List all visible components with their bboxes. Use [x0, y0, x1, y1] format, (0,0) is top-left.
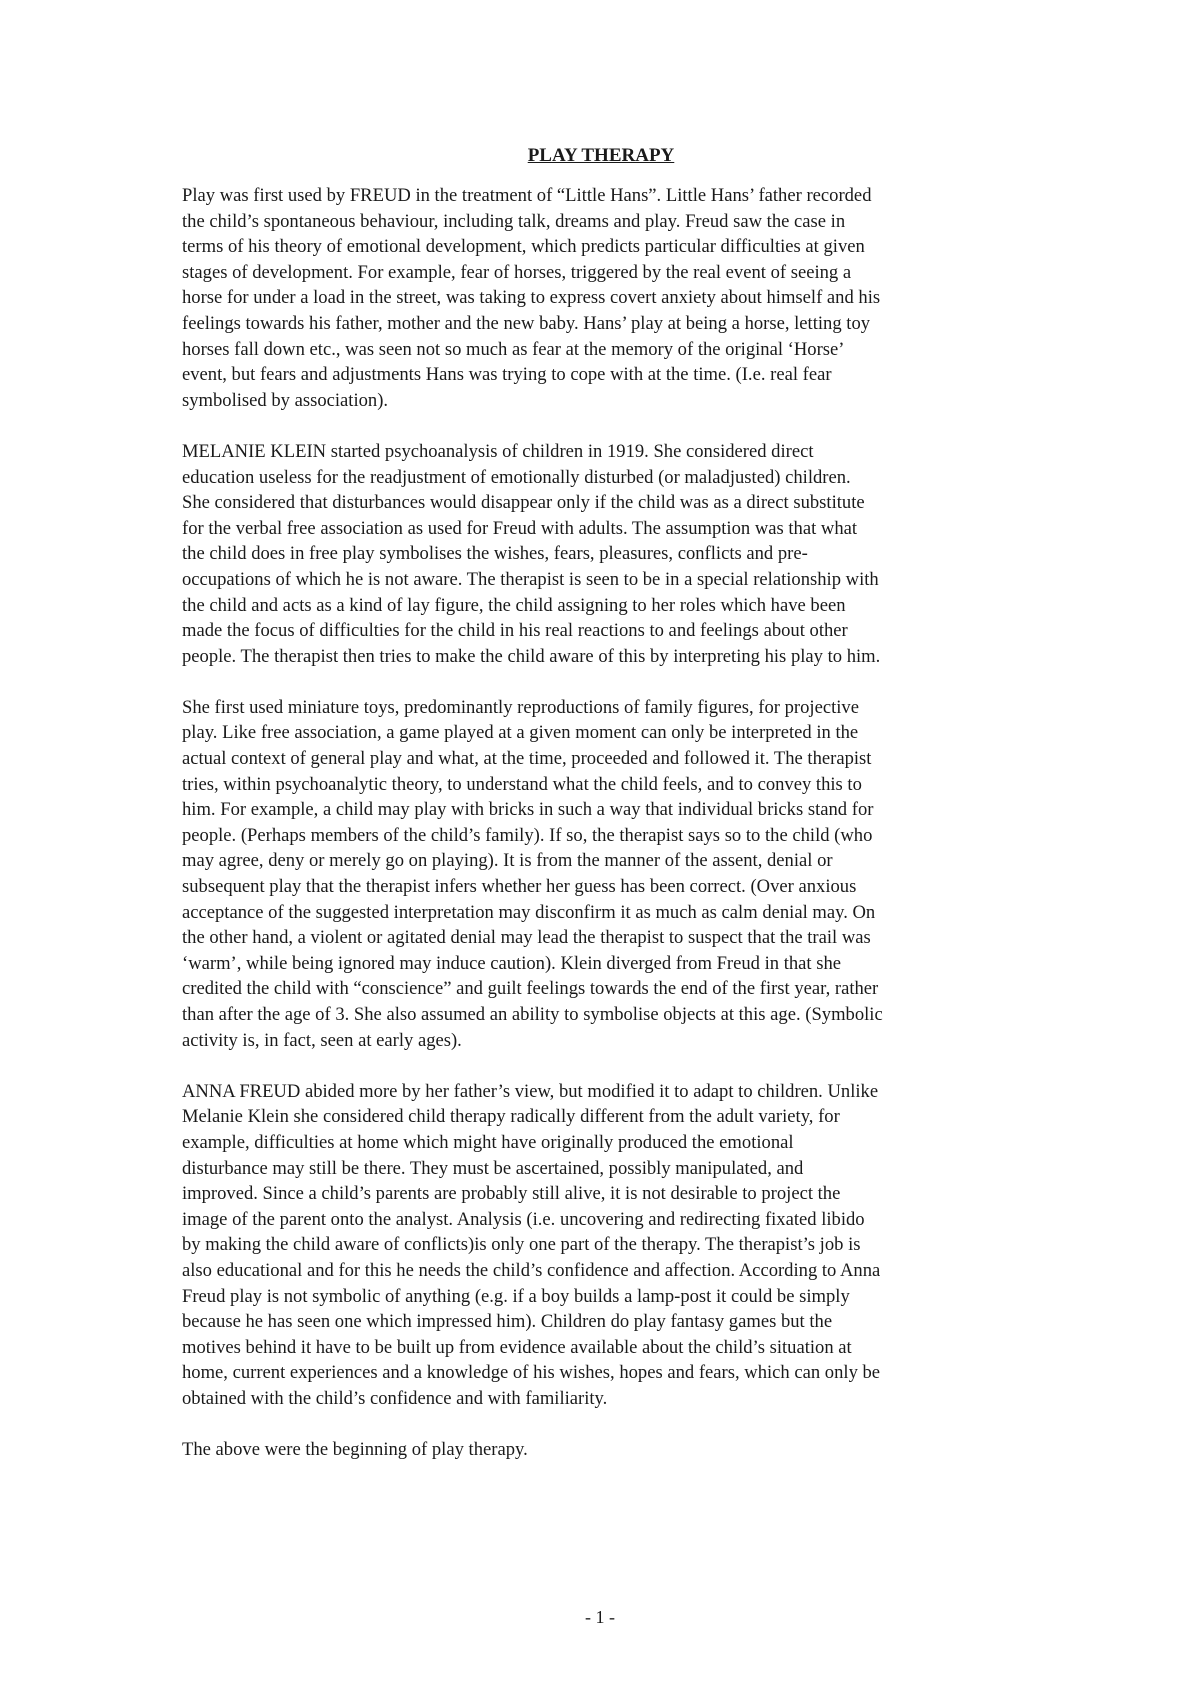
text-line: feelings towards his father, mother and the new baby. Hans’ play at being a horse, letting toy: [182, 312, 871, 334]
text-line: horses fall down etc., was seen not so much as fear at the memory of the original ‘Horse’: [182, 338, 845, 360]
text-line: also educational and for this he needs the child’s confidence and affection. According to Anna: [182, 1259, 881, 1281]
text-line: terms of his theory of emotional development, which predicts particular difficulties at given: [182, 236, 865, 258]
text-line: Melanie Klein she considered child therapy radically different from the adult variety, for: [182, 1106, 840, 1128]
text-line: the child and acts as a kind of lay figure, the child assigning to her roles which have been: [182, 594, 846, 616]
text-line: symbolised by association).: [182, 389, 389, 411]
text-line: actual context of general play and what, at the time, proceeded and followed it. The therapist: [182, 748, 872, 770]
text-line: example, difficulties at home which might have originally produced the emotional: [182, 1131, 794, 1153]
text-line: by making the child aware of conflicts)is only one part of the therapy. The therapist’s job is: [182, 1234, 861, 1256]
text-line: the other hand, a violent or agitated denial may lead the therapist to suspect that the trail was: [182, 927, 871, 949]
text-line: disturbance may still be there. They must be ascertained, possibly manipulated, and: [182, 1157, 804, 1179]
text-line: activity is, in fact, seen at early ages).: [182, 1029, 462, 1051]
text-line: credited the child with “conscience” and guilt feelings towards the end of the first year, rather: [182, 978, 879, 1000]
paragraph-conclusion: [182, 1437, 1022, 1463]
text-line: for the verbal free association as used for Freud with adults. The assumption was that what: [182, 517, 858, 539]
text-line: Freud play is not symbolic of anything (e.g. if a boy builds a lamp-post it could be simply: [182, 1285, 850, 1307]
text-line: improved. Since a child’s parents are probably still alive, it is not desirable to project the: [182, 1183, 841, 1205]
text-line: home, current experiences and a knowledge of his wishes, hopes and fears, which can only be: [182, 1362, 881, 1384]
text-line: tries, within psychoanalytic theory, to understand what the child feels, and to convey this to: [182, 773, 862, 795]
text-line: MELANIE KLEIN started psychoanalysis of children in 1919. She considered direct: [182, 440, 814, 462]
text-line: horse for under a load in the street, was taking to express covert anxiety about himself and his: [182, 287, 881, 309]
text-line: occupations of which he is not aware. The therapist is seen to be in a special relationship with: [182, 568, 879, 590]
text-line: than after the age of 3. She also assumed an ability to symbolise objects at this age. (Symbolic: [182, 1004, 883, 1025]
text-line: play. Like free association, a game played at a given moment can only be interpreted in the: [182, 722, 859, 744]
paragraph-miniature-toys: [182, 695, 1022, 1053]
text-line: stages of development. For example, fear of horses, triggered by the real event of seeing a: [182, 261, 852, 283]
text-line: people. (Perhaps members of the child’s family). If so, the therapist says so to the child (who: [182, 824, 873, 846]
page-number: - 1 -: [585, 1607, 615, 1627]
text-line: because he has seen one which impressed him). Children do play fantasy games but the: [182, 1311, 833, 1333]
text-line: Play was first used by FREUD in the treatment of “Little Hans”. Little Hans’ father recorded: [182, 185, 872, 206]
text-line: motives behind it have to be built up from evidence available about the child’s situation at: [182, 1336, 852, 1358]
text-line: subsequent play that the therapist infers whether her guess has been correct. (Over anxious: [182, 876, 857, 898]
paragraph-anna-freud: [182, 1079, 1022, 1412]
text-line: the child does in free play symbolises the wishes, fears, pleasures, conflicts and pre-: [182, 543, 808, 565]
text-line: education useless for the readjustment of emotionally disturbed (or maladjusted) children.: [182, 466, 851, 488]
text-line: image of the parent onto the analyst. Analysis (i.e. uncovering and redirecting fixated libido: [182, 1208, 865, 1230]
text-line: made the focus of difficulties for the child in his real reactions to and feelings about other: [182, 620, 848, 642]
text-line: the child’s spontaneous behaviour, including talk, dreams and play. Freud saw the case in: [182, 210, 846, 232]
text-line: The above were the beginning of play therapy.: [182, 1439, 528, 1461]
text-line: ANNA FREUD abided more by her father’s view, but modified it to adapt to children. Unlike: [182, 1080, 879, 1102]
text-line: obtained with the child’s confidence and with familiarity.: [182, 1387, 608, 1409]
text-line: ‘warm’, while being ignored may induce caution). Klein diverged from Freud in that she: [182, 952, 842, 974]
text-line: She considered that disturbances would disappear only if the child was as a direct substitute: [182, 492, 865, 514]
page-title: PLAY THERAPY: [527, 145, 675, 166]
paragraph-freud: [182, 183, 1022, 413]
text-line: acceptance of the suggested interpretation may disconfirm it as much as calm denial may. On: [182, 901, 876, 923]
text-line: people. The therapist then tries to make the child aware of this by interpreting his play to him.: [182, 645, 881, 667]
text-line: him. For example, a child may play with bricks in such a way that individual bricks stand for: [182, 799, 874, 821]
paragraph-klein: [182, 439, 1022, 669]
text-line: event, but fears and adjustments Hans was trying to cope with at the time. (I.e. real fear: [182, 364, 832, 386]
text-line: may agree, deny or merely go on playing). It is from the manner of the assent, denial or: [182, 850, 833, 872]
document-body: [182, 143, 1022, 1488]
text-line: She first used miniature toys, predominantly reproductions of family figures, for projective: [182, 696, 859, 718]
